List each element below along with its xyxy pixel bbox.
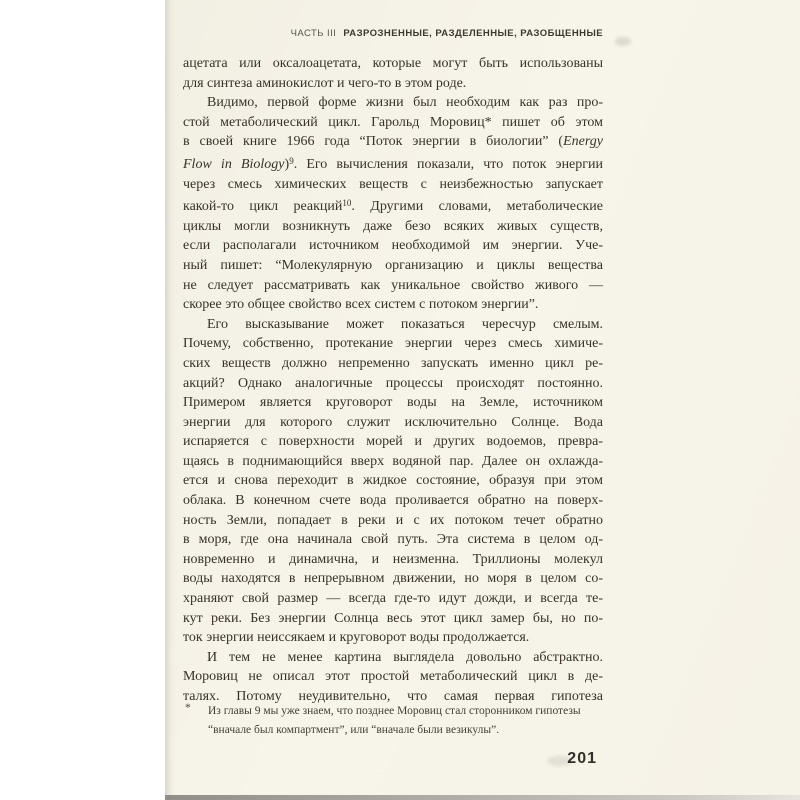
text-line: ется и снова переходит в жидкое состояние, образуя при этом (183, 473, 603, 489)
text-line: ацетата или оксалоацетата, которые могут быть использованы (183, 56, 603, 71)
text-line: храняют свой размер — всегда где-то идут дожди, и всегда те- (183, 591, 603, 607)
text-line: стой метаболический цикл. Гарольд Моровиц* пишет об этом (183, 114, 603, 130)
italic-text-segment: Flow in Biology (183, 156, 285, 172)
text-line: щаясь в поднимающийся вверх водяной пар. Далее он охлажда- (183, 453, 603, 469)
text-line: Моровиц не описал этот простой метаболический цикл в де- (183, 669, 603, 685)
text-line: Его высказывание может показаться чересчур смелым. (207, 316, 603, 332)
page-bottom-edge (165, 795, 800, 800)
page-left-edge-shadow (165, 0, 175, 797)
text-line: Видимо, первой форме жизни был необходим как раз про- (207, 95, 603, 111)
text-line: испаряется с поверхности морей и других водоемов, превра- (183, 434, 603, 450)
footnote (208, 702, 586, 739)
text-line (183, 194, 603, 217)
text-line: облака. В конечном счете вода проливается обратно на поверх- (183, 493, 603, 509)
text-line (183, 132, 603, 152)
text-line: Почему, собственно, протекание энергии через смесь химиче- (183, 336, 603, 352)
text-line: ность Земли, попадает в реки и с их потоком течет обратно (183, 512, 603, 528)
text-line: в моря, где она начинала свой путь. Эта система в целом од- (183, 532, 603, 548)
text-line: ток энергии неиссякаем и круговорот воды продолжается. (183, 630, 530, 646)
text-segment: ) (284, 156, 290, 172)
text-line: циклы могли возникнуть даже безо всяких живых существ, (183, 218, 603, 234)
text-segment: какой-то цикл реакций (183, 199, 343, 215)
text-line: воды находятся в непрерывном движении, но моря в целом со- (183, 571, 603, 587)
text-line: не следует рассматривать как уникальное свойство живого — (183, 277, 603, 293)
italic-text-segment: Energy (563, 134, 603, 150)
text-line (183, 152, 603, 175)
text-line: скорее это общее свойство всех систем с потоком энергии”. (183, 297, 539, 313)
endnote-reference: 9 (289, 155, 294, 166)
ink-smudge (615, 37, 631, 46)
text-line: ный пишет: “Молекулярную организацию и циклы вещества (183, 257, 603, 273)
text-line: талях. Потому неудивительно, что самая первая гипотеза (183, 689, 603, 704)
text-line: кут реки. Без энергии Солнца весь этот цикл замер бы, но по- (183, 610, 603, 626)
footnote-line: Из главы 9 мы уже знаем, что позднее Моровиц стал сторонником гипотезы (208, 705, 581, 717)
text-segment: в своей книге 1966 года “Поток энергии в биологии” ( (183, 134, 564, 150)
text-line: новременно и динамична, и неизменна. Триллионы молекул (183, 551, 603, 567)
text-line: через смесь химических веществ с неизбежностью запускает (183, 176, 603, 192)
text-line: И тем не менее картина выглядела довольно абстрактно. (207, 649, 603, 665)
text-line: ских веществ должно непременно запускать именно цикл ре- (183, 355, 603, 371)
text-line: энергии для которого служит исключительно Солнце. Вода (183, 414, 603, 430)
body-text (183, 54, 603, 707)
running-header (183, 28, 603, 39)
text-segment: . Другими словами, метаболические (351, 199, 603, 215)
part-title: РАЗРОЗНЕННЫЕ, РАЗДЕЛЕННЫЕ, РАЗОБЩЕННЫЕ (343, 28, 603, 39)
text-segment: . Его вычисления показали, что поток энергии (293, 156, 603, 172)
text-line: для синтеза аминокислот и чего-то в этом роде. (183, 75, 467, 91)
part-label: ЧАСТЬ III (290, 28, 337, 39)
footnote-line: “вначале был компартмент”, или “вначале были везикулы”. (208, 723, 500, 736)
text-line: акций? Однако аналогичные процессы происходят постоянно. (183, 375, 603, 391)
endnote-reference: 10 (342, 198, 352, 209)
page-number: 201 (567, 750, 597, 767)
footnote-marker: * (185, 702, 191, 714)
book-page (165, 0, 800, 797)
text-line: если располагали источником необходимой им энергии. Уче- (183, 238, 603, 254)
text-line: Примером является круговорот воды на Земле, источником (183, 395, 603, 411)
